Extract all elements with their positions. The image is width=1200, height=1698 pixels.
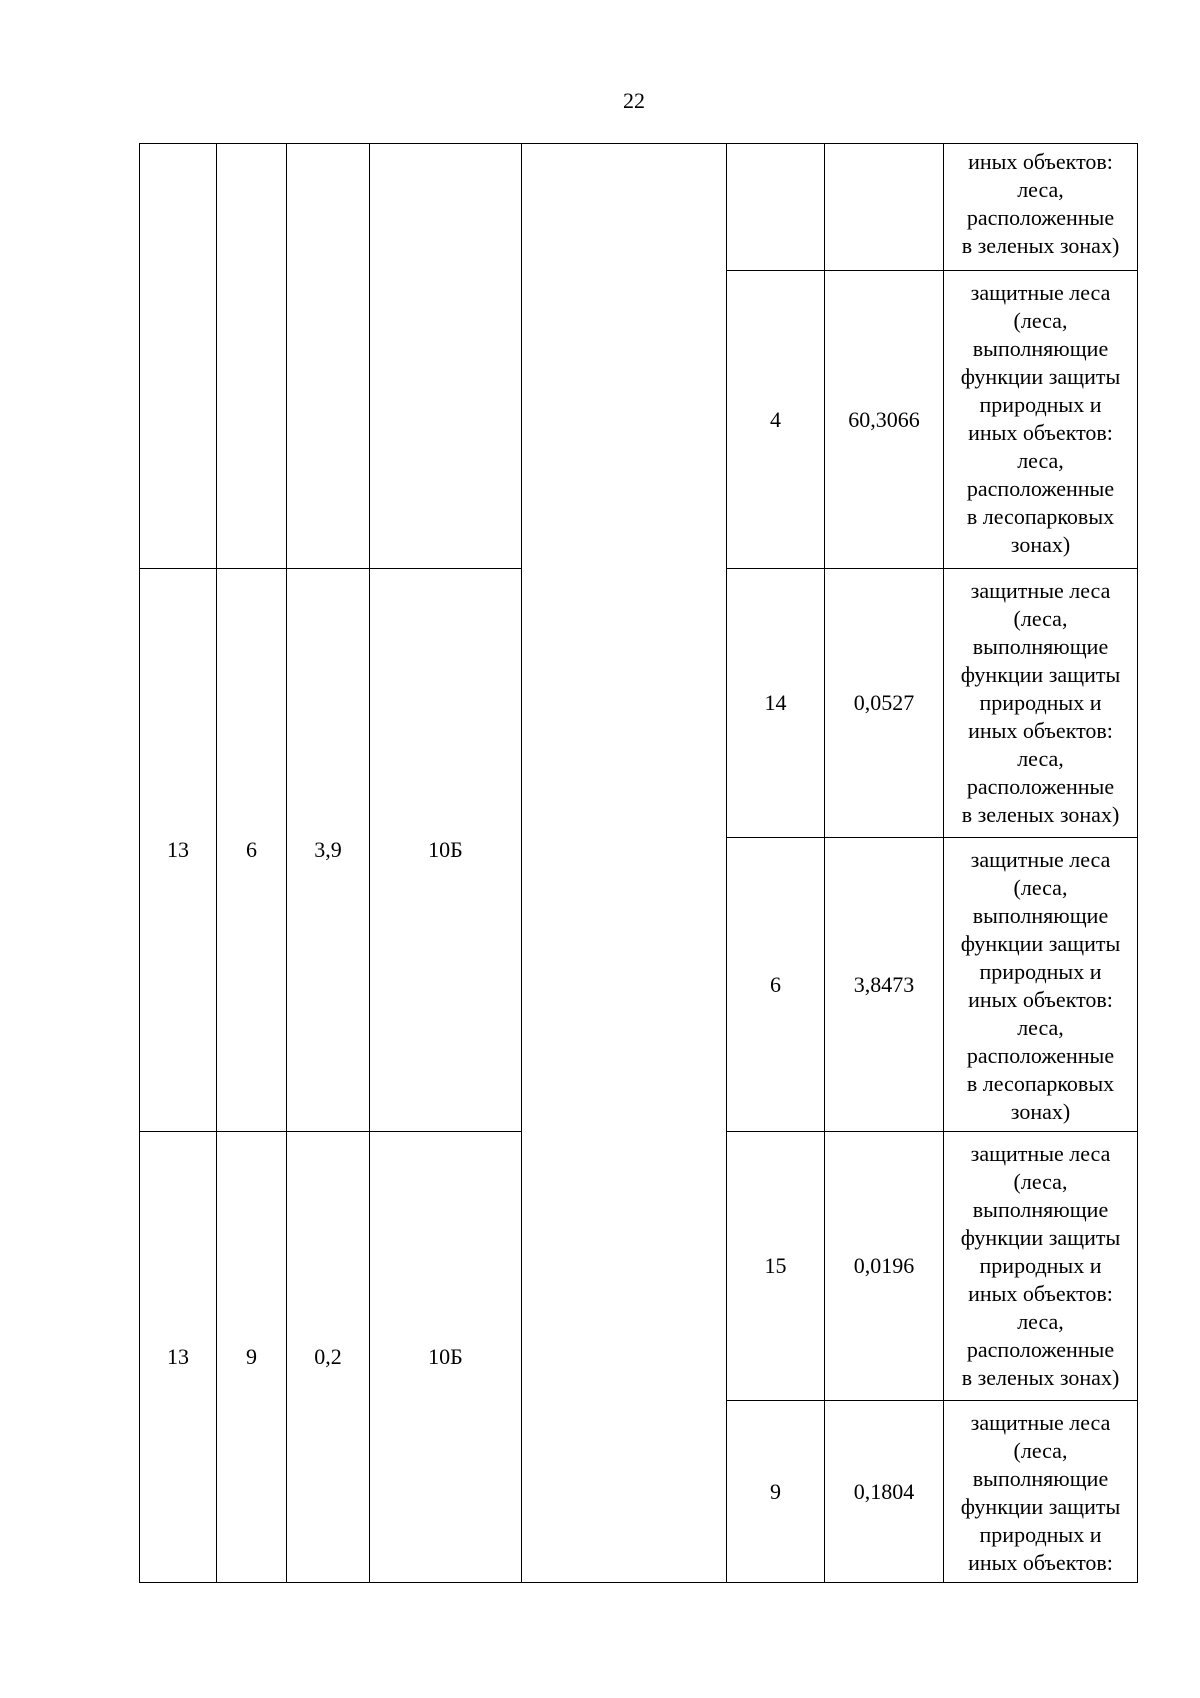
page-number: 22 bbox=[623, 88, 645, 113]
subrow-3-area: 0,0527 bbox=[824, 568, 944, 838]
subrow-3-number: 14 bbox=[726, 568, 825, 838]
subrow-4-description bbox=[943, 837, 1138, 1132]
subrow-1-area bbox=[824, 143, 944, 271]
subrow-3-description-text: защитные леса (леса, выполняющие функции защиты природных и иных объектов: леса, расположенные в зеленых зонах) bbox=[960, 578, 1121, 827]
subrow-5-description bbox=[943, 1131, 1138, 1401]
group-3-col4: 10Б bbox=[369, 1131, 522, 1583]
subrow-6-description-text: защитные леса (леса, выполняющие функции защиты природных и иных объектов: bbox=[960, 1410, 1121, 1575]
group-2-col1: 13 bbox=[139, 568, 217, 1132]
merged-empty-column bbox=[521, 143, 727, 1583]
group-1-col4 bbox=[369, 143, 522, 569]
subrow-4-description-text: защитные леса (леса, выполняющие функции защиты природных и иных объектов: леса, расположенные в лесопарковых зонах) bbox=[960, 847, 1121, 1124]
subrow-2-area: 60,3066 bbox=[824, 270, 944, 569]
subrow-6-number: 9 bbox=[726, 1400, 825, 1583]
subrow-6-area: 0,1804 bbox=[824, 1400, 944, 1583]
group-3-col1: 13 bbox=[139, 1131, 217, 1583]
subrow-1-number bbox=[726, 143, 825, 271]
subrow-4-number: 6 bbox=[726, 837, 825, 1132]
group-3-col3: 0,2 bbox=[286, 1131, 370, 1583]
subrow-5-description-text: защитные леса (леса, выполняющие функции защиты природных и иных объектов: леса, расположенные в зеленых зонах) bbox=[960, 1141, 1121, 1390]
subrow-6-description bbox=[943, 1400, 1138, 1583]
subrow-1-description-text: иных объектов: леса, расположенные в зеленых зонах) bbox=[961, 149, 1120, 258]
subrow-2-description-text: защитные леса (леса, выполняющие функции защиты природных и иных объектов: леса, расположенные в лесопарковых зонах) bbox=[960, 280, 1121, 557]
subrow-1-description bbox=[943, 143, 1138, 271]
subrow-2-description bbox=[943, 270, 1138, 569]
group-1-col3 bbox=[286, 143, 370, 569]
subrow-4-area: 3,8473 bbox=[824, 837, 944, 1132]
subrow-5-area: 0,0196 bbox=[824, 1131, 944, 1401]
subrow-2-number: 4 bbox=[726, 270, 825, 569]
group-2-col3: 3,9 bbox=[286, 568, 370, 1132]
subrow-3-description bbox=[943, 568, 1138, 838]
group-1-col1 bbox=[139, 143, 217, 569]
group-2-col4: 10Б bbox=[369, 568, 522, 1132]
group-3-col2: 9 bbox=[216, 1131, 287, 1583]
group-1-col2 bbox=[216, 143, 287, 569]
group-2-col2: 6 bbox=[216, 568, 287, 1132]
subrow-5-number: 15 bbox=[726, 1131, 825, 1401]
